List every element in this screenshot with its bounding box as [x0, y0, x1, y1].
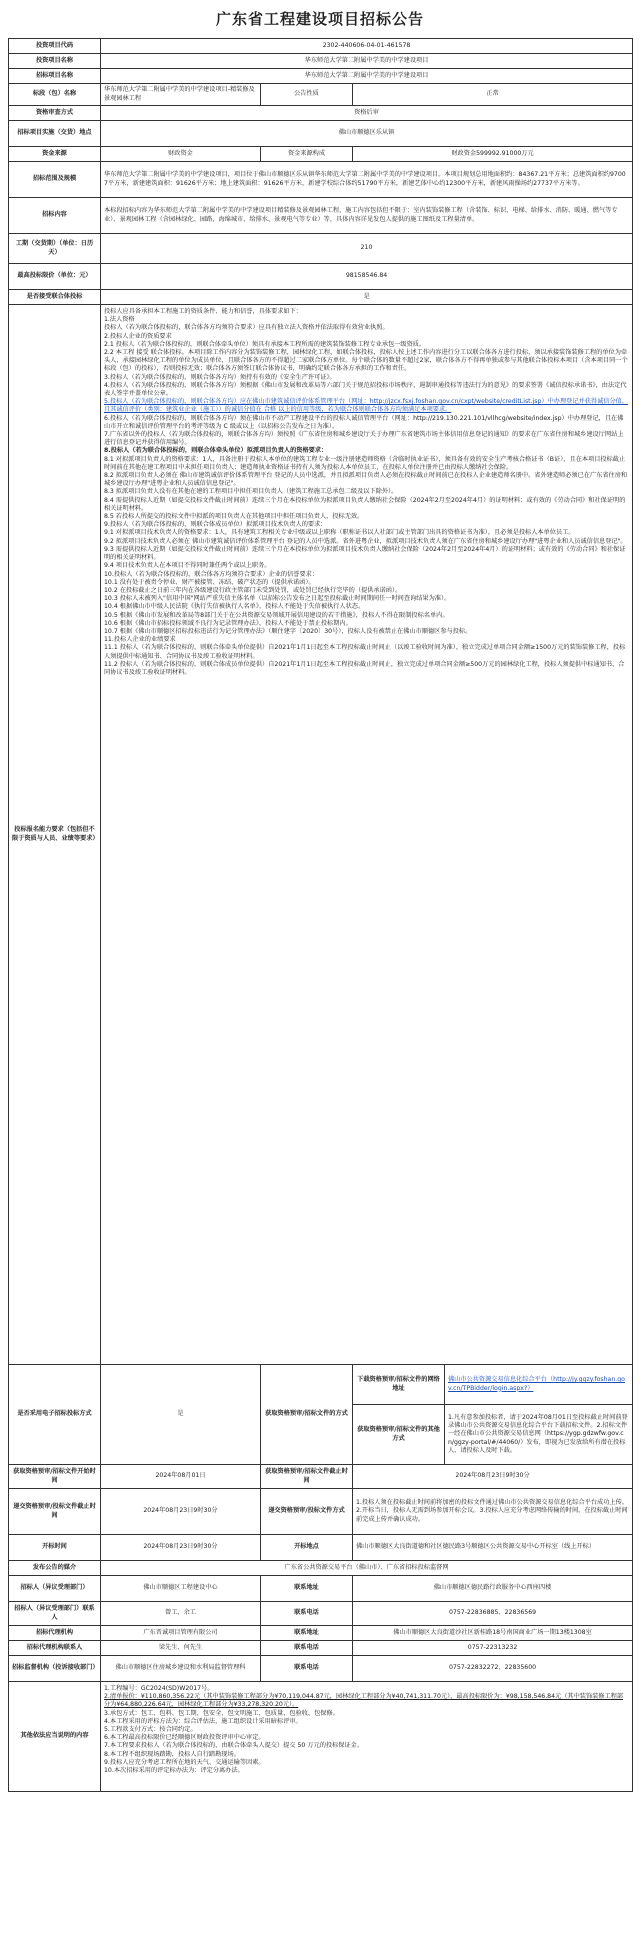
- qualification-line: 投标人应具备承担本工程施工的资质条件、能力和信誉，具体要求如下：: [104, 308, 302, 315]
- row-e-bid-1: 是否采用电子招标投标方式 是 获取资格预审/招标文件的方式 下载资格预审/招标文件的网络地址 佛山市公共资源交易信息化综合平台（http://jy.ggzy.foshan.gov.cn/TPBidder/login.aspx?）: [9, 1365, 633, 1405]
- row-tender-project-name: 招标项目名称 华东师范大学第二附属中学美的中学建设项目: [9, 69, 633, 84]
- qualification-line: 7.广东省以外的投标人（若为联合体投标的，则联合体各方均）须按照《广东省住房和城乡建设厅关于办理广东省建筑市场主体信用信息登记的通知》的要求在广东省住房和城乡建设厅网站上进行信息登记并获得信用编号。: [104, 431, 624, 447]
- qualification-line: 1.法人资格: [104, 316, 135, 324]
- qualification-line: 投标人（若为联合体投标的，联合体各方均须符合要求）应具有独立法人资格并依法取得有效营业执照。: [104, 324, 389, 332]
- other-line: 8.本工程不组织现场踏勘，投标人自行踏勘现场。: [104, 1750, 240, 1758]
- row-joint-bid: 是否接受联合体投标 是: [9, 290, 633, 305]
- qualification-line: 10.5 根据《佛山市发展和改革局等8部门关于在公共资源交易领域开展信用建设的若干措施》，投标人不得在限制投标名单内。: [104, 611, 449, 619]
- row-qualification: 投标报名能力要求（包括但不限于资质与人员、业绩等要求） 投标人应具备承担本工程施工的资质条件、能力和信誉，具体要求如下： 1.法人资格 投标人（若为联合体投标的，联合体各方均须符合要求）应具有独立法人资格并依法取得有效营业执照。 2.投标人企业的资质要求 2.1 投标人（若为联合体投标的，则联合体牵头单位）须具有承接本工程所需的建筑装饰装修工程专业承包一级资质。 2.2 本工程 接受 联合体投标。本项目除工作内容分为装饰装修工程，园林绿化工程，如联合体投标，投标人按上述工作内容进行分工以联合体各方进行投标，须以承接装饰装修工程的单位为牵头人，承接园林绿化工程的单位为成员单位，且联合体各方的不得超过二家联合体方单位。每个联合体的数量不超过2家，联合体各方不得再单独或参与其他联合体投标本项目（含本项目同一个标段（包）的投标），否则投标无效；联合体各方须签订联合体协议书，明确约定联合体各方承担的工作和责任。 3.投标人（若为联合体投标的，则联合体各方均）须持有有效的《安全生产许可证》。 4.投标人（若为联合体投标的，则联合体各方均）须根据《佛山市发展和改革局等六部门关于规范招投标市场秩序、遏制串通投标等违法行为的意见》的要求签署《诚信投标承诺书》，由法定代表人签字并盖单位公章。 5.投标人（若为联合体投标的，则联合体各方均）应在佛山市建筑诚信评价体系管理平台（网址：http://jzcx.fsxj.foshan.gov.cn/cxpt/website/creditList.jsp）中办理登记并获得诚信分值，且其诚信评价（类别：建筑业企业（施工））的诚信分值在 合格 以上的信用等级，若为联合体则联合体各方均须满足本项要求。 6.投标人（若为联合体投标的，则联合体各方均）须在佛山市不动产工程建设平台的投标人诚信管理平台（网址：http://219.130.221.101/vllhcg/website/index.jsp）中办理登记，且在佛山市开立和诚信评价管理平台的考评等级为 C 级或以上（以招标公告发布之日为准）。 7.广东省以外的投标人（若为联合体投标的，则联合体各方均）须按照《广东省住房和城乡建设厅关于办理广东省建筑市场主体信用信息登记的通知》的要求在广东省住房和城乡建设厅网站上进行信息登记并获得信用编号。 8.投标人（若为联合体投标的，则联合体牵头单位）拟派项目负责人的资格要求： 8.1 对拟派项目负责人的资格要求：1人，具备注册于投标人本单位的建筑工程专业一级注册建造师资格（含临时执业证书），须具备有效的安全生产考核合格证书（B证），且在本项目投标截止时间前在其他在建工程项目中未担任项目负责人；建造师执业资格证书持有人须为投标人本单位员工，在投标人单位注册并已由投标人缴纳社会保险。 8.2 拟派项目负责人必须在 佛山市建筑诚信评价体系管理平台 登记的人员中选派，并且拟派项目负责人必须在投标截止时间前已在投标人企业建造师名册中。省外建造师必须已在广东省住房和城乡建设厅办理"进粤企业和人员诚信信息登记"。 8.3 拟派项目负责人没有在其他在建的工程项目中担任项目负责人（建筑工程施工总承包二级及以下除外）。 8.4 需提供投标人近期（如提交投标文件截止时间前）连续三个月在本投标单位为拟派项目负责人缴纳社会保险（2024年2月至2024年4月）的证明材料；或有效的《劳动合同》和社保证明的相关证明材料。 8.5 若投标人所提交的投标文件中拟派的项目负责人在其他项目中担任项目负责人，投标无效。 9.投标人（若为联合体投标的，则联合体成员单位）拟派项目技术负责人的要求： 9.1 对拟派项目技术负责人的资格要求：1人，具有建筑工程相关专业中级或以上职称（职称证书以人社部门或主管部门出具的资格证书为准），且必须是投标人本单位员工。 9.2 拟派项目技术负责人必须在 佛山市建筑诚信评价体系管理平台 登记的人员中选派。省外进粤企业，拟派项目技术负责人须在广东省住房和城乡建设厅办理"进粤企业和人员诚信信息登记"。 9.3 需提供投标人近期（如提交投标文件截止时间前）连续三个月在本投标单位为拟派项目技术负责人缴纳社会保险（2024年2月至2024年4月）的证明材料；或有效的《劳动合同》和社保证明的相关证明材料。 9.4 项目技术负责人在本项目不得同时兼任两个或以上职务。 10.投标人（若为联合体投标的，联合体各方均须符合要求）企业的信誉要求： 10.1 没有处于被责令停业、财产被接管、冻结、破产状态的（提供承诺函）。 10.2 在投标截止之日前三年内在各级建设行政主管部门未受到处罚，或处罚已经执行完毕的（提供承诺函）。 10.3 投标人未被列入"信用中国"网站严重失信主体名单（以招标公告发布之日起至投标截止时间期间任一时间查询结果为准）。 10.4 根据佛山市中级人民法院《执行失信被执行人名单》，投标人不能处于失信被执行人状态。 10.5 根据《佛山市发展和改革局等8部门关于在公共资源交易领域开展信用建设的若干措施》，投标人不得在限制投标名单内。 10.6 根据《佛山市招标投标领域不良行为记录管理办法》，投标人不能处于禁止投标期内。 10.7 根据《佛山市顺德区招标投标违法行为记分管理办法》（顺住建字〔2020〕30号），投标人没有被禁止在佛山市顺德区参与投标。 11.投标人企业的业绩要求 11.1 投标人（若为联合体投标的，则联合体牵头单位提供）自2021年1月1日起至本工程投标截止时间止（以竣工验收时间为准），独立完成过单项合同金额≥1500万元的装饰装修工程，投标人须提供中标通知书、合同协议书及竣工验收证明材料。 11.2 投标人（若为联合体投标的，则联合体成员单位提供）自2021年1月1日起至本工程投标截止时间止，独立完成过单项合同金额≥500万元的园林绿化工程，投标人须提供中标通知书、合同协议书及竣工验收证明材料。: [9, 305, 633, 1365]
- row-funds: 资金来源 财政资金 资金来源构成 财政资金599992.91000万元: [9, 147, 633, 162]
- row-project-code: 投资项目代码 2302-440606-04-01-461578: [9, 39, 633, 54]
- qualification-line: 9.投标人（若为联合体投标的，则联合体成员单位）拟派项目技术负责人的要求：: [104, 521, 327, 529]
- row-e-bid-2: 获取资格预审/招标文件的其他方式 1.凡有意参加投标者，请于2024年08月01日至投标截止时间前登录佛山市公共资源交易信息化综合平台下载招标文件。2.招标文件一经在佛山市公共资源交易信息网（https://ygp.gdzwfw.gov.cn/ggzy-portal/#/44060/）发布，即视为已发放给所有潜在投标人，请投标人及时下载。: [9, 1405, 633, 1465]
- row-content: 招标内容 本标段招标内容为华东师范大学第二附属中学美的中学建设项目精装修及景观园林工程，施工内容包括但不限于：室内装饰装修工程（含装饰、标识、电梯、给排水、消防、暖通、燃气等专业）、景观园林工程（含园林绿化、园路、海绵城市、给排水、景观电气等专业）等，具体内容详见发包人提供的施工图纸及工程量清单。: [9, 198, 633, 234]
- row-open-time: 开标时间 2024年08月23日9时30分 开标地点 佛山市顺德区大良街道德和社区德民路3号顺德区公共资源交易中心开标室（线上开标）: [9, 1535, 633, 1561]
- other-line: 2.清单报价：¥110,860,356.22元（其中装饰装修工程部分为¥70,119,044.87元，园林绿化工程部分为¥40,741,311.70元），最高投标限价为：¥98,158,546.84元（其中装饰装修工程部分为¥64,880,226.64元，园林绿化工程部分为¥33,278,320.20元）。: [104, 1693, 624, 1709]
- page-title: 广东省工程建设项目招标公告: [215, 10, 424, 28]
- row-submit: 递交资格预审/投标文件截止时间 2024年08月23日9时30分 递交资格预审/投标文件方式 1.投标人须在投标截止时间前将加密的投标文件通过佛山市公共资源交易信息化综合平台成功上传。2.开标当日，投标人无需到场参加开标会议。3.投标人应充分考虑网络传输的时间，在投标截止时间前完成上传并确认成功。: [9, 1489, 633, 1535]
- row-tenderer: 招标人（异议受理部门） 佛山市顺德区工程建设中心 联系地址 佛山市顺德区德民路行政服务中心西座四楼: [9, 1576, 633, 1602]
- qualification-line: 11.1 投标人（若为联合体投标的，则联合体牵头单位提供）自2021年1月1日起至本工程投标截止时间止（以竣工验收时间为准），独立完成过单项合同金额≥1500万元的装饰装修工程，投标人须提供中标通知书、合同协议书及竣工验收证明材料。: [104, 644, 626, 660]
- qualification-text: [101, 305, 633, 1365]
- row-max-price: 最高投标限价（单位：元） 98158546.84: [9, 264, 633, 290]
- row-supervisor: 招标监督机构（投诉接收部门） 佛山市顺德区住房城乡建设和水利局监督管理科 联系电话 0757-22832272、22835600: [9, 1656, 633, 1682]
- row-project-name: 投资项目名称 华东师范大学第二附属中学美的中学建设项目: [9, 54, 633, 69]
- row-tenderer-contact: 招标人（异议受理部门）联系人 曾工、余工 联系电话 0757-22836885、22836569: [9, 1602, 633, 1626]
- qualification-line: 4.投标人（若为联合体投标的，则联合体各方均）须根据《佛山市发展和改革局等六部门关于规范招投标市场秩序、遏制串通投标等违法行为的意见》的要求签署《诚信投标承诺书》，由法定代表人签字并盖单位公章。: [104, 381, 627, 398]
- qualification-line: 10.7 根据《佛山市顺德区招标投标违法行为记分管理办法》（顺住建字〔2020〕30号），投标人没有被禁止在佛山市顺德区参与投标。: [104, 627, 472, 635]
- announcement-table: [8, 38, 633, 1792]
- qualification-line: 10.2 在投标截止之日前三年内在各级建设行政主管部门未受到处罚，或处罚已经执行完毕的（提供承诺函）。: [104, 586, 402, 594]
- row-other: 其他依法应当说明的内容 1.工程编号：GC2024(SD)W2017号。 2.清单报价：¥110,860,356.22元（其中装饰装修工程部分为¥70,119,044.87元，园林绿化工程部分为¥40,741,311.70元），最高投标限价为：¥98,158,546.84元（其中装饰装修工程部分为¥64,880,226.64元，园林绿化工程部分为¥33,278,320.20元）。 3.承包方式：包工、包料、包工期、包安全、包文明施工、包质量、包验收、包保修。 4.本工程采用的评标方法为：综合评估法，施工组织设计采用暗标评审。 5.工程款支付方式：按合同约定。 6.本工程最高投标限价已经顺德区财政投资评审中心审定。 7.本工程要求投标人（若为联合体投标的，由联合体牵头人提交）提交 50 万元的投标保证金。 8.本工程不组织现场踏勘，投标人自行踏勘现场。 9.投标人应充分考虑工程所在地的天气、交通运输等因素。 10.本次招标采用的评定标办法为：评定分离办法。: [9, 1682, 633, 1792]
- qualification-line: 8.4 需提供投标人近期（如提交投标文件截止时间前）连续三个月在本投标单位为拟派项目负责人缴纳社会保险（2024年2月至2024年4月）的证明材料；或有效的《劳动合同》和社保证明的相关证明材料。: [104, 496, 626, 512]
- qualification-line: 8.2 拟派项目负责人必须在 佛山市建筑诚信评价体系管理平台 登记的人员中选派，并且拟派项目负责人必须在投标截止时间前已在投标人企业建造师名册中。省外建造师必须已在广东省住房和城乡建设厅办理"进粤企业和人员诚信信息登记"。: [104, 472, 628, 488]
- qualification-line: 9.4 项目技术负责人在本项目不得同时兼任两个或以上职务。: [104, 562, 271, 570]
- qualification-line: 10.1 没有处于被责令停业、财产被接管、冻结、破产状态的（提供承诺函）。: [104, 578, 315, 586]
- row-lot: 标段（包）名称 华东师范大学第二附属中学美的中学建设项目-精装修及景观园林工程 公告性质 正常: [9, 84, 633, 106]
- other-line: 7.本工程要求投标人（若为联合体投标的，由联合体牵头人提交）提交 50 万元的投标保证金。: [104, 1742, 364, 1750]
- qualification-line: 2.2 本工程 接受 联合体投标。本项目除工作内容分为装饰装修工程，园林绿化工程，如联合体投标，投标人按上述工作内容进行分工以联合体各方进行投标，须以承接装饰装修工程的单位为牵头人，承接园林绿化工程的单位为成员单位，且联合体各方的不得超过二家联合体方单位。每个联合体的数量不超过2家，联合体各方不得再单独或参与其他联合体投标本项目（含本项目同一个标段（包）的投标），否则投标无效；联合体各方须签订联合体协议书，明确约定联合体各方承担的工作和责任。: [104, 349, 628, 373]
- qualification-line: 9.2 拟派项目技术负责人必须在 佛山市建筑诚信评价体系管理平台 登记的人员中选派。省外进粤企业，拟派项目技术负责人须在广东省住房和城乡建设厅办理"进粤企业和人员诚信信息登记"。: [104, 537, 627, 545]
- other-text: [101, 1682, 633, 1792]
- row-agency-contact: 招标代理机构联系人 梁先生、何先生 联系电话 0757-22313232: [9, 1641, 633, 1656]
- qualification-line: 9.1 对拟派项目技术负责人的资格要求：1人，具有建筑工程相关专业中级或以上职称（职称证书以人社部门或主管部门出具的资格证书为准），且必须是投标人本单位员工。: [104, 529, 575, 537]
- row-location: 招标项目实施（交货）地点 佛山市顺德区乐从镇: [9, 121, 633, 147]
- other-line: 4.本工程采用的评标方法为：综合评估法，施工组织设计采用暗标评审。: [104, 1717, 302, 1725]
- qualification-line: 8.3 拟派项目负责人没有在其他在建的工程项目中担任项目负责人（建筑工程施工总承包二级及以下除外）。: [104, 488, 398, 496]
- qualification-line: 2.1 投标人（若为联合体投标的，则联合体牵头单位）须具有承接本工程所需的建筑装饰装修工程专业承包一级资质。: [104, 340, 426, 348]
- row-platform: 发布公告的媒介 广东省公共资源交易平台（佛山市）、广东省招标投标监督网: [9, 1561, 633, 1576]
- row-scope: 招标范围及规模 华东师范大学第二附属中学美的中学建设项目，项目位于佛山市顺德区乐从镇华东师范大学第二附属中学美的中学建设项目。本项目规划总用地面积约：84367.21平方米；总建筑面积约97007平方米，新建建筑面积：91626平方米；地上建筑面积：91626平方米，新建学校综合体约51790平方米，新建艺体中心约12300平方米，新建风雨操场约27737平方米等。: [9, 162, 633, 198]
- qualification-line: 11.2 投标人（若为联合体投标的，则联合体成员单位提供）自2021年1月1日起至本工程投标截止时间止，独立完成过单项合同金额≥500万元的园林绿化工程，投标人须提供中标通知书、合同协议书及竣工验收证明材料。: [104, 660, 625, 676]
- qualification-line: 8.5 若投标人所提交的投标文件中拟派的项目负责人在其他项目中担任项目负责人，投标无效。: [104, 513, 364, 521]
- qualification-line: 3.投标人（若为联合体投标的，则联合体各方均）须持有有效的《安全生产许可证》。: [104, 373, 336, 381]
- qualification-line: 8.1 对拟派项目负责人的资格要求：1人，具备注册于投标人本单位的建筑工程专业一级注册建造师资格（含临时执业证书），须具备有效的安全生产考核合格证书（B证），且在本项目投标截止时间前在其他在建工程项目中未担任项目负责人；建造师执业资格证书持有人须为投标人本单位员工，在投标人单位注册并已由投标人缴纳社会保险。: [104, 455, 626, 471]
- row-duration: 工期（交货期）（单位：日历天） 210: [9, 234, 633, 264]
- row-get-time: 获取资格预审/招标文件开始时间 2024年08月01日 获取资格预审/招标文件截止时间 2024年08月23日9时30分: [9, 1465, 633, 1489]
- other-line: 9.投标人应充分考虑工程所在地的天气、交通运输等因素。: [104, 1758, 265, 1766]
- qualification-line: 2.投标人企业的资质要求: [104, 332, 172, 340]
- qualification-line: 10.投标人（若为联合体投标的，联合体各方均须符合要求）企业的信誉要求：: [104, 570, 319, 578]
- row-qual-method: 资格审查方式 资格后审: [9, 106, 633, 121]
- other-line: 5.工程款支付方式：按合同约定。: [104, 1726, 197, 1734]
- qualification-line: 6.投标人（若为联合体投标的，则联合体各方均）须在佛山市不动产工程建设平台的投标人诚信管理平台（网址：http://219.130.221.101/vllhcg/website/index.jsp）中办理登记，且在佛山市开立和诚信评价管理平台的考评等级为 C 级或以上（以招标公告发布之日为准）。: [104, 414, 624, 430]
- qualification-line: 11.投标人企业的业绩要求: [104, 636, 176, 644]
- qualification-line: 9.3 需提供投标人近期（如提交投标文件截止时间前）连续三个月在本投标单位为拟派项目技术负责人缴纳社会保险（2024年2月至2024年4月）的证明材料；或有效的《劳动合同》和社保证明的相关证明材料。: [104, 545, 626, 562]
- download-link[interactable]: 佛山市公共资源交易信息化综合平台（http://jy.ggzy.foshan.gov.cn/TPBidder/login.aspx?）: [445, 1365, 633, 1405]
- other-line: 3.承包方式：包工、包料、包工期、包安全、包文明施工、包质量、包验收、包保修。: [104, 1709, 339, 1717]
- qualification-line: 5.投标人（若为联合体投标的，则联合体各方均）应在佛山市建筑诚信评价体系管理平台（网址：http://jzcx.fsxj.foshan.gov.cn/cxpt/website/creditList.jsp）中办理登记并获得诚信分值，且其诚信评价（类别：建筑业企业（施工））的诚信分值在 合格 以上的信用等级，若为联合体则联合体各方均须满足本项要求。: [104, 398, 629, 414]
- qualification-line: 8.投标人（若为联合体投标的，则联合体牵头单位）拟派项目负责人的资格要求：: [104, 447, 328, 455]
- other-line: 1.工程编号：GC2024(SD)W2017号。: [104, 1685, 214, 1692]
- other-line: 10.本次招标采用的评定标办法为：评定分离办法。: [104, 1767, 244, 1775]
- other-line: 6.本工程最高投标限价已经顺德区财政投资评审中心审定。: [104, 1734, 265, 1742]
- qualification-line: 10.6 根据《佛山市招标投标领域不良行为记录管理办法》，投标人不能处于禁止投标期内。: [104, 619, 352, 627]
- row-agency: 招标代理机构 广东晋诚项目管理有限公司 联系地址 佛山市顺德区大良街道沙社区新桂路18号南国商业广场一期13楼1308室: [9, 1626, 633, 1641]
- qualification-line: 10.3 投标人未被列入"信用中国"网站严重失信主体名单（以招标公告发布之日起至投标截止时间期间任一时间查询结果为准）。: [104, 595, 451, 603]
- qualification-line: 10.4 根据佛山市中级人民法院《执行失信被执行人名单》，投标人不能处于失信被执行人状态。: [104, 603, 365, 611]
